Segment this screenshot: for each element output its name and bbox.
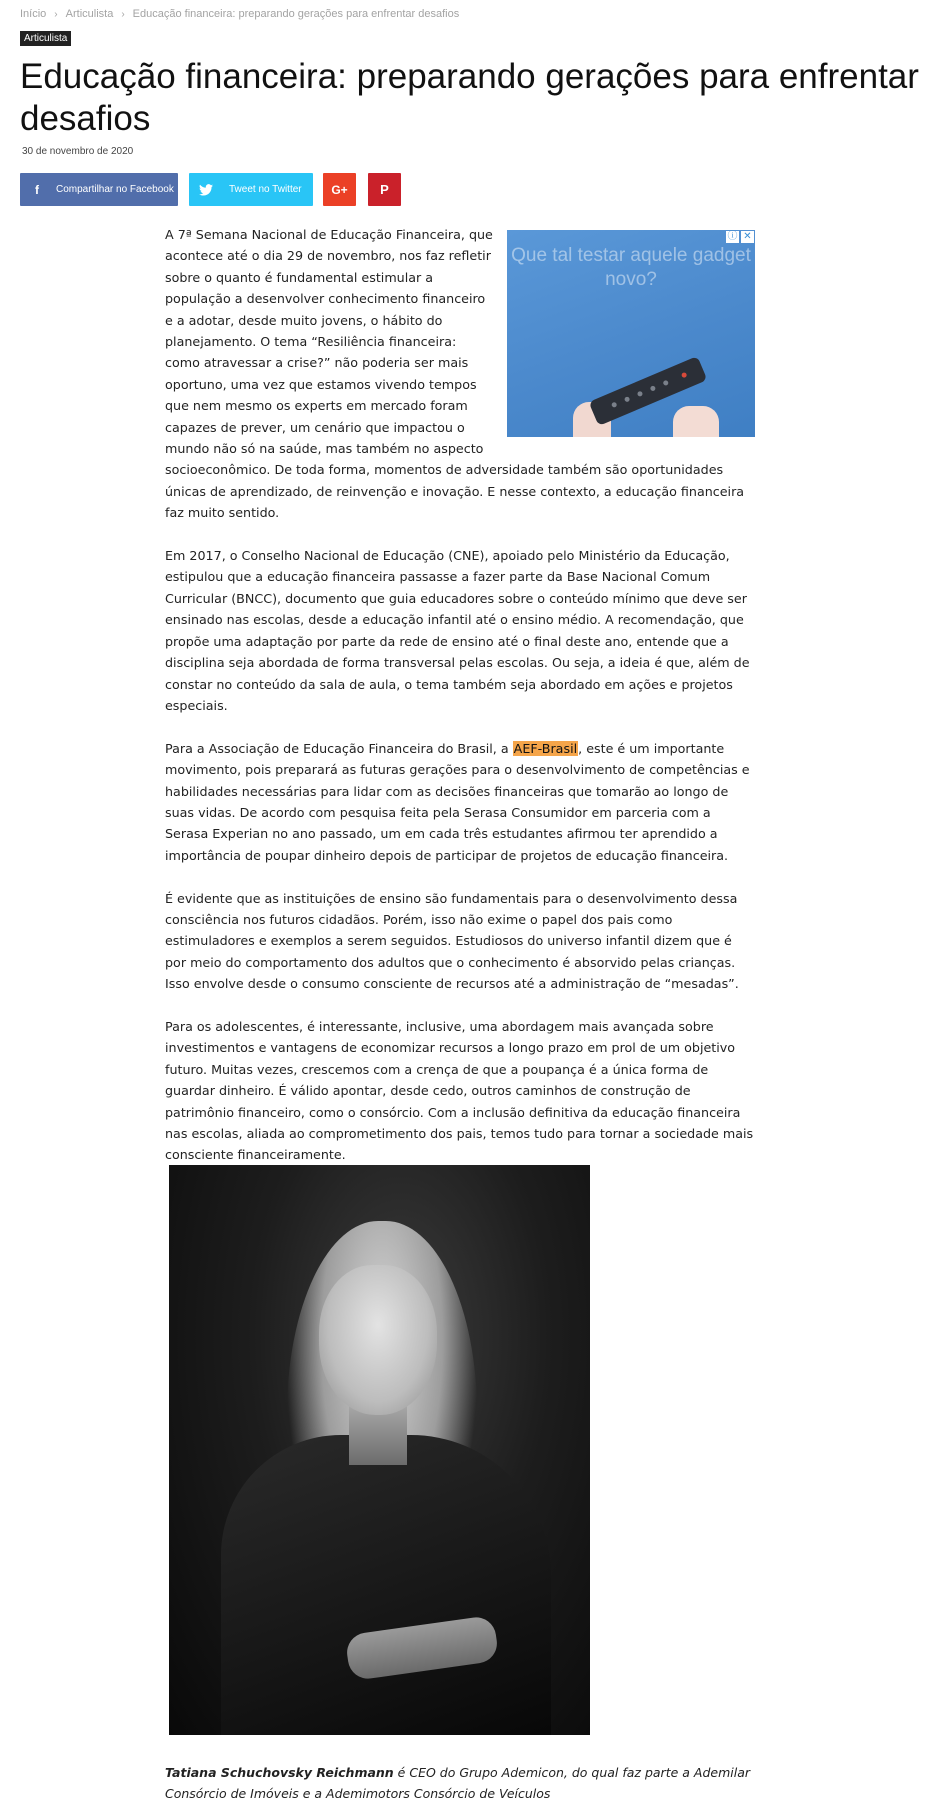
breadcrumb-separator: › xyxy=(54,9,58,20)
publish-date: 30 de novembro de 2020 xyxy=(22,146,134,157)
share-facebook-label: Compartilhar no Facebook xyxy=(56,184,174,195)
article-paragraph: A 7ª Semana Nacional de Educação Financeira, que acontece até o dia 29 de novembro, nos faz refletir sobre o quanto é fundamental estimular a população a desenvolver conhecimento financeiro e a adotar, desde muito jovens, o hábito do planejamento. O tema “Resiliência financeira: como atravessar a crise?” não poderia ser mais oportuno, uma vez que estamos vivendo tempos que nem mesmo os experts em mercado foram capazes de prever, um cenário que impactou o mundo não só na saúde, mas também no aspecto socioeconômico. De toda forma, momentos de adversidade também são oportunidades únicas de aprendizado, de reinvenção e inovação. E nesse contexto, a educação financeira faz muito sentido. xyxy=(165,227,745,521)
share-facebook-button[interactable] xyxy=(20,173,178,206)
author-caption xyxy=(165,1762,765,1804)
ad-controls xyxy=(726,231,754,243)
article-text: , este é um importante movimento, pois preparará as futuras gerações para o desenvolvimento de competências e habilidades necessárias para lidar com as decisões financeiras que tomarão ao longo de suas vidas. De acordo com pesquisa feita pela Serasa Consumidor em parceria com a Serasa Experian no ano passado, um em cada três estudantes afirmou ter aprendido a importância de poupar dinheiro depois de participar de projetos de educação financeira. xyxy=(165,740,750,863)
breadcrumb xyxy=(20,8,459,20)
share-twitter-label: Tweet no Twitter xyxy=(229,184,302,195)
article-paragraph: É evidente que as instituições de ensino são fundamentais para o desenvolvimento dessa consciência nos futuros cidadãos. Porém, isso não exime o papel dos pais como estimuladores e exemplos a serem seguidos. Estudiosos do universo infantil dizem que é por meio do comportamento dos adultos que o conhecimento é absorvido pelas crianças. Isso envolve desde o consumo consciente de recursos até a administração de “mesadas”. xyxy=(165,890,739,992)
twitter-icon xyxy=(199,184,213,196)
breadcrumb-separator: › xyxy=(121,9,125,20)
ad-info-icon[interactable]: ⓘ xyxy=(727,231,738,242)
pinterest-icon: P xyxy=(380,182,389,197)
ad-close-icon[interactable]: ✕ xyxy=(741,231,754,243)
share-pinterest-button[interactable] xyxy=(368,173,401,206)
article-paragraph xyxy=(165,738,755,866)
share-googleplus-button[interactable] xyxy=(323,173,356,206)
article-body xyxy=(165,224,755,1187)
author-description: é CEO do Grupo Ademicon, do qual faz parte a Ademilar Consórcio de Imóveis e a Ademimotors Consórcio de Veículos xyxy=(165,1765,750,1801)
ad-hand-image xyxy=(673,406,719,437)
breadcrumb-home-link[interactable]: Início xyxy=(20,8,47,20)
breadcrumb-current: Educação financeira: preparando gerações para enfrentar desafios xyxy=(132,8,460,20)
advertisement[interactable] xyxy=(507,230,755,437)
highlighted-link[interactable]: AEF-Brasil xyxy=(513,740,578,756)
author-photo xyxy=(169,1165,590,1735)
article-text: Para a Associação de Educação Financeira do Brasil, a xyxy=(165,740,513,756)
share-twitter-button[interactable] xyxy=(189,173,313,206)
author-name: Tatiana Schuchovsky Reichmann xyxy=(165,1765,394,1780)
breadcrumb-section-link[interactable]: Articulista xyxy=(65,8,114,20)
googleplus-icon: G+ xyxy=(331,182,348,197)
facebook-icon: f xyxy=(35,182,39,197)
ad-headline: Que tal testar aquele gadget novo? xyxy=(511,245,751,290)
article-title: Educação financeira: preparando gerações para enfrentar desafios xyxy=(20,57,919,138)
article-paragraph: Em 2017, o Conselho Nacional de Educação (CNE), apoiado pelo Ministério da Educação, estipulou que a educação financeira passasse a fazer parte da Base Nacional Comum Curricular (BNCC), documento que guia educadores sobre o conteúdo mínimo que deve ser ensinado nas escolas, desde a educação infantil até o ensino médio. A recomendação, que propõe uma adaptação por parte da rede de ensino até o final deste ano, entende que a disciplina seja abordada de forma transversal pelas escolas. Ou seja, a ideia é que, além de constar no conteúdo da sala de aula, o tema também seja abordado em ações e projetos especiais. xyxy=(165,548,750,713)
category-badge[interactable]: Articulista xyxy=(20,31,71,46)
article-paragraph: Para os adolescentes, é interessante, inclusive, uma abordagem mais avançada sobre investimentos e vantagens de economizar recursos a longo prazo em prol de um objetivo futuro. Muitas vezes, crescemos com a crença de que a poupança é a única forma de guardar dinheiro. É válido apontar, desde cedo, outros caminhos de construção de patrimônio financeiro, como o consórcio. Com a inclusão definitiva da educação financeira nas escolas, aliada ao comprometimento dos pais, temos tudo para tornar a sociedade mais consciente financeiramente. xyxy=(165,1018,754,1163)
